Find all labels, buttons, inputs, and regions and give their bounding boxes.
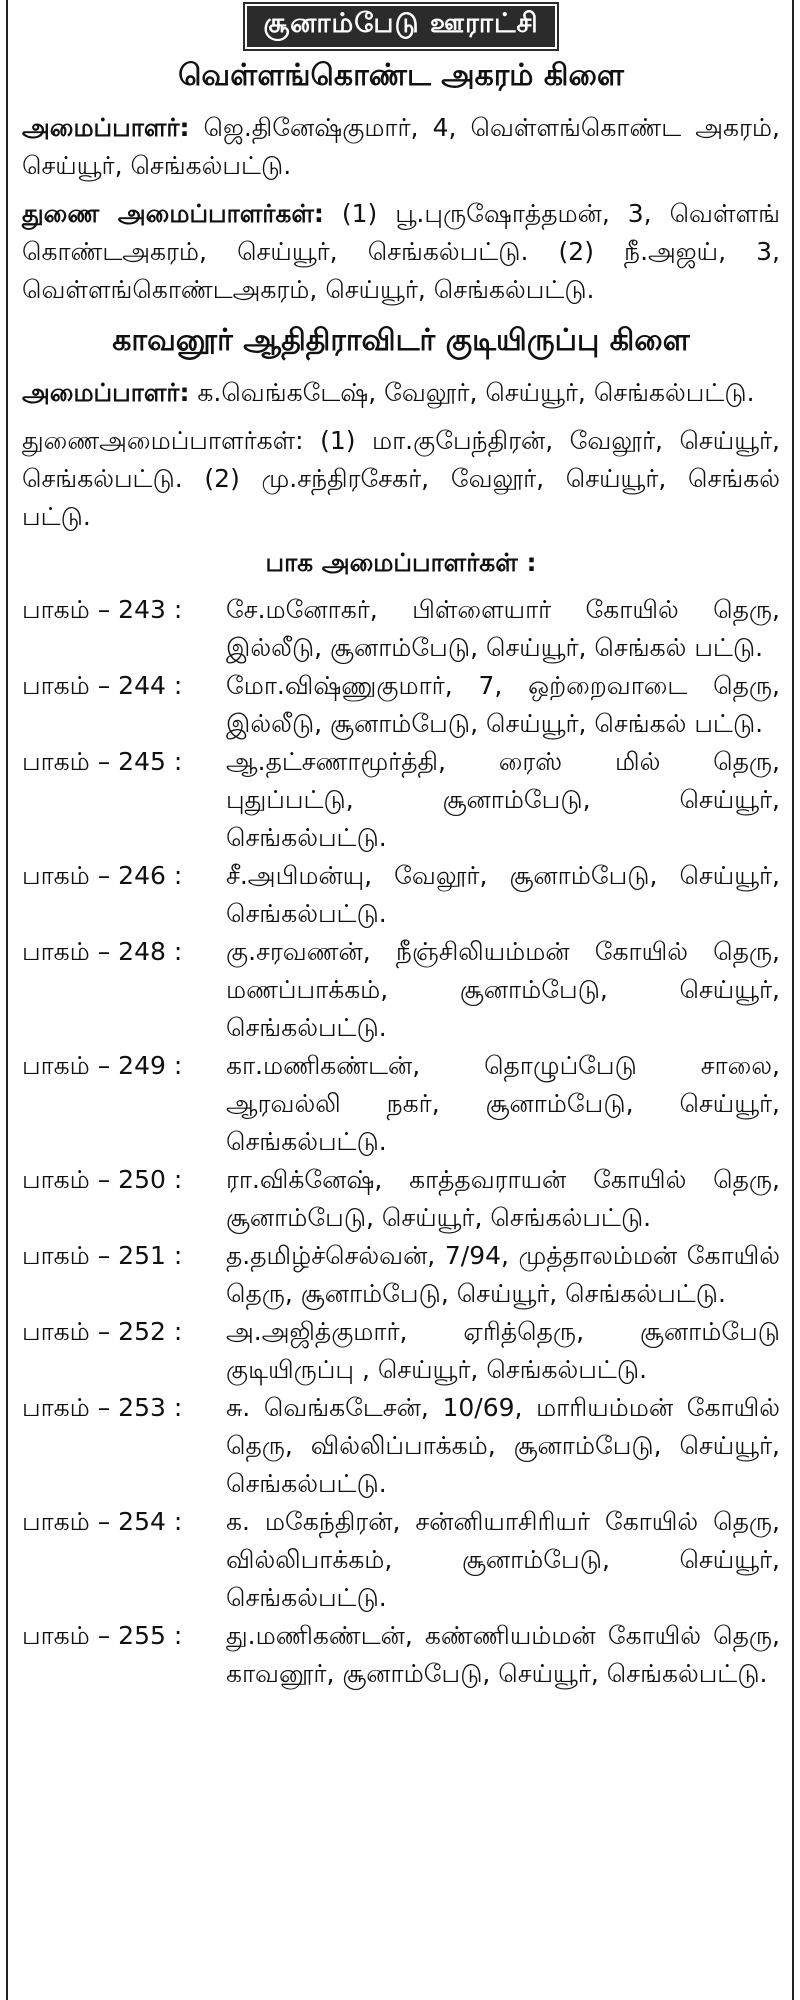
booth-entry: [22, 743, 780, 857]
booth-organizer: சு. வெங்கடேசன், 10/69, மாரியம்மன் கோயில் தெரு, வில்லிப்பாக்கம், சூனாம்பேடு, செய்யூர், செங்கல்பட்டு.: [226, 1393, 780, 1498]
booth-entry: [22, 1237, 780, 1313]
booth-entry: [22, 933, 780, 1047]
panchayat-banner: சூனாம்பேடு ஊராட்சி: [245, 4, 556, 49]
booth-list: [22, 591, 780, 1693]
booth-organizer: அ.அஜித்குமார், ஏரித்தெரு, சூனாம்பேடு குடியிருப்பு , செய்யூர், செங்கல்பட்டு.: [226, 1317, 780, 1384]
booth-organizer: ஆ.தட்சணாமூர்த்தி, ரைஸ் மில் தெரு, புதுப்பட்டு, சூனாம்பேடு, செய்யூர், செங்கல்பட்டு.: [226, 747, 780, 852]
booth-entry: [22, 1161, 780, 1237]
branch2-deputies: [22, 422, 780, 536]
banner-container: [22, 0, 780, 44]
booth-organizer: மோ.விஷ்ணுகுமார், 7, ஒற்றைவாடை தெரு, இல்லீடு, சூனாம்பேடு, செய்யூர், செங்கல் பட்டு.: [226, 671, 780, 738]
branch1-organizer-label: அமைப்பாளர்:: [22, 113, 190, 142]
booth-number: பாகம் – 254 :: [22, 1507, 183, 1536]
branch2-deputy-text: (1) மா.குபேந்திரன், வேலூர், செய்யூர், செங்கல்பட்டு. (2) மு.சந்திரசேகர், வேலூர், செய்யூர், செங்கல் பட்டு.: [22, 426, 780, 531]
branch2-organizer-text: க.வெங்கடேஷ், வேலூர், செய்யூர், செங்கல்பட்டு.: [189, 378, 755, 407]
booth-entry: [22, 1047, 780, 1161]
booth-entry: [22, 1389, 780, 1503]
booth-number: பாகம் – 246 :: [22, 861, 183, 890]
booth-number: பாகம் – 243 :: [22, 595, 183, 624]
booth-number: பாகம் – 245 :: [22, 747, 183, 776]
booth-entry: [22, 1617, 780, 1693]
booth-number: பாகம் – 244 :: [22, 671, 183, 700]
booth-organizer: கு.சரவணன், நீஞ்சிலியம்மன் கோயில் தெரு, மணப்பாக்கம், சூனாம்பேடு, செய்யூர், செங்கல்பட்டு.: [226, 937, 780, 1042]
booth-number: பாகம் – 250 :: [22, 1165, 183, 1194]
branch1-deputies: [22, 195, 780, 309]
booth-organizer: து.மணிகண்டன், கண்ணியம்மன் கோயில் தெரு, காவனூர், சூனாம்பேடு, செய்யூர், செங்கல்பட்டு.: [226, 1621, 780, 1688]
branch2-organizer-label: அமைப்பாளர்:: [22, 378, 190, 407]
booth-number: பாகம் – 251 :: [22, 1241, 183, 1270]
branch2-title: காவனூர் ஆதிதிராவிடர் குடியிருப்பு கிளை: [112, 323, 690, 358]
booth-organizer: க. மகேந்திரன், சன்னியாசிரியர் கோயில் தெரு, வில்லிபாக்கம், சூனாம்பேடு, செய்யூர், செங்கல்பட்டு.: [226, 1507, 780, 1612]
booth-entry: [22, 1503, 780, 1617]
booth-organizer: த.தமிழ்ச்செல்வன், 7/94, முத்தாலம்மன் கோயில் தெரு, சூனாம்பேடு, செய்யூர், செங்கல்பட்டு.: [226, 1241, 780, 1308]
booth-number: பாகம் – 255 :: [22, 1621, 183, 1650]
booth-number: பாகம் – 248 :: [22, 937, 183, 966]
booth-number: பாகம் – 249 :: [22, 1051, 183, 1080]
branch1-organizer: [22, 109, 780, 185]
booth-organizers-heading: பாக அமைப்பாளர்கள் :: [265, 548, 537, 577]
booth-number: பாகம் – 253 :: [22, 1393, 183, 1422]
branch2-organizer: [22, 374, 780, 412]
booth-entry: [22, 591, 780, 667]
booth-organizer: சே.மனோகர், பிள்ளையார் கோயில் தெரு, இல்லீடு, சூனாம்பேடு, செய்யூர், செங்கல் பட்டு.: [226, 595, 780, 662]
booth-organizer: ரா.விக்னேஷ், காத்தவராயன் கோயில் தெரு, சூனாம்பேடு, செய்யூர், செங்கல்பட்டு.: [226, 1165, 780, 1232]
booth-entry: [22, 1313, 780, 1389]
left-border: [6, 0, 8, 2000]
branch1-title: வெள்ளங்கொண்ட அகரம் கிளை: [178, 58, 624, 93]
branch1-deputy-label: துணை அமைப்பாளர்கள்:: [22, 199, 324, 228]
right-border: [792, 0, 794, 2000]
branch1-organizer-text: ஜெ.தினேஷ்குமார், 4, வெள்ளங்கொண்ட அகரம், செய்யூர், செங்கல்பட்டு.: [22, 113, 780, 180]
booth-entry: [22, 857, 780, 933]
booth-organizer: சீ.அபிமன்யு, வேலூர், சூனாம்பேடு, செய்யூர், செங்கல்பட்டு.: [226, 861, 780, 928]
branch2-deputy-label: துணைஅமைப்பாளர்கள்:: [22, 426, 304, 455]
booth-organizer: கா.மணிகண்டன், தொழுப்பேடு சாலை, ஆரவல்லி நகர், சூனாம்பேடு, செய்யூர், செங்கல்பட்டு.: [226, 1051, 780, 1156]
branch1-deputy-text: (1) பூ.புருஷோத்தமன், 3, வெள்ளங் கொண்டஅகரம், செய்யூர், செங்கல்பட்டு. (2) நீ.அஜய், 3, வெள்ளங்கொண்டஅகரம், செய்யூர், செங்கல்பட்டு.: [22, 199, 780, 304]
booth-entry: [22, 667, 780, 743]
booth-number: பாகம் – 252 :: [22, 1317, 183, 1346]
